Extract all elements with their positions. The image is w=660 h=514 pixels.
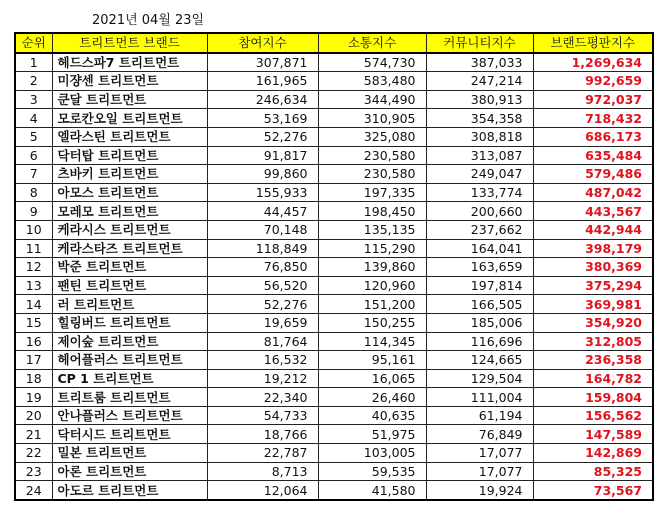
rank-cell: 4 [15, 109, 52, 128]
reputation-cell: 159,804 [533, 388, 653, 407]
participation-cell: 70,148 [207, 220, 318, 239]
reputation-cell: 972,037 [533, 90, 653, 109]
brand-cell: 트리트룸 트리트먼트 [52, 388, 207, 407]
brand-cell: 모레모 트리트먼트 [52, 202, 207, 221]
rank-cell: 13 [15, 276, 52, 295]
header-reputation: 브랜드평판지수 [533, 33, 653, 53]
brand-reputation-table [14, 32, 654, 501]
rank-cell: 6 [15, 146, 52, 165]
participation-cell: 19,212 [207, 369, 318, 388]
participation-cell: 99,860 [207, 165, 318, 184]
table-row [15, 406, 653, 425]
brand-cell: 닥터탑 트리트먼트 [52, 146, 207, 165]
communication-cell: 41,580 [318, 481, 426, 500]
communication-cell: 574,730 [318, 53, 426, 72]
participation-cell: 8,713 [207, 462, 318, 481]
rank-cell: 10 [15, 220, 52, 239]
brand-cell: 미쟝센 트리트먼트 [52, 72, 207, 91]
community-cell: 17,077 [426, 462, 533, 481]
communication-cell: 103,005 [318, 444, 426, 463]
participation-cell: 16,532 [207, 351, 318, 370]
rank-cell: 1 [15, 53, 52, 72]
community-cell: 197,814 [426, 276, 533, 295]
participation-cell: 53,169 [207, 109, 318, 128]
community-cell: 116,696 [426, 332, 533, 351]
reputation-cell: 1,269,634 [533, 53, 653, 72]
rank-cell: 5 [15, 127, 52, 146]
rank-cell: 16 [15, 332, 52, 351]
table-row [15, 462, 653, 481]
reputation-cell: 992,659 [533, 72, 653, 91]
reputation-cell: 635,484 [533, 146, 653, 165]
community-cell: 237,662 [426, 220, 533, 239]
brand-cell: 밀본 트리트먼트 [52, 444, 207, 463]
reputation-cell: 443,567 [533, 202, 653, 221]
brand-cell: 아모스 트리트먼트 [52, 183, 207, 202]
participation-cell: 246,634 [207, 90, 318, 109]
community-cell: 354,358 [426, 109, 533, 128]
participation-cell: 81,764 [207, 332, 318, 351]
table-row [15, 351, 653, 370]
brand-cell: 츠바키 트리트먼트 [52, 165, 207, 184]
community-cell: 380,913 [426, 90, 533, 109]
rank-cell: 18 [15, 369, 52, 388]
participation-cell: 56,520 [207, 276, 318, 295]
participation-cell: 76,850 [207, 258, 318, 277]
header-brand: 트리트먼트 브랜드 [52, 33, 207, 53]
participation-cell: 22,787 [207, 444, 318, 463]
reputation-cell: 85,325 [533, 462, 653, 481]
participation-cell: 307,871 [207, 53, 318, 72]
reputation-cell: 73,567 [533, 481, 653, 500]
community-cell: 247,214 [426, 72, 533, 91]
reputation-cell: 354,920 [533, 313, 653, 332]
brand-cell: 엘라스틴 트리트먼트 [52, 127, 207, 146]
brand-cell: 닥터시드 트리트먼트 [52, 425, 207, 444]
brand-cell: 아도르 트리트먼트 [52, 481, 207, 500]
communication-cell: 16,065 [318, 369, 426, 388]
communication-cell: 135,135 [318, 220, 426, 239]
table-row [15, 369, 653, 388]
participation-cell: 52,276 [207, 127, 318, 146]
table-row [15, 295, 653, 314]
table-row [15, 220, 653, 239]
communication-cell: 59,535 [318, 462, 426, 481]
participation-cell: 161,965 [207, 72, 318, 91]
participation-cell: 91,817 [207, 146, 318, 165]
participation-cell: 118,849 [207, 239, 318, 258]
participation-cell: 18,766 [207, 425, 318, 444]
reputation-cell: 442,944 [533, 220, 653, 239]
brand-cell: 제이숲 트리트먼트 [52, 332, 207, 351]
rank-cell: 19 [15, 388, 52, 407]
communication-cell: 114,345 [318, 332, 426, 351]
reputation-cell: 487,042 [533, 183, 653, 202]
reputation-cell: 147,589 [533, 425, 653, 444]
communication-cell: 197,335 [318, 183, 426, 202]
reputation-cell: 236,358 [533, 351, 653, 370]
brand-cell: 케라스타즈 트리트먼트 [52, 239, 207, 258]
communication-cell: 230,580 [318, 146, 426, 165]
table-row [15, 165, 653, 184]
table-row [15, 109, 653, 128]
table-row [15, 127, 653, 146]
community-cell: 308,818 [426, 127, 533, 146]
table-row [15, 332, 653, 351]
table-row [15, 53, 653, 72]
table-header-row [15, 33, 653, 53]
brand-cell: 헤드스파7 트리트먼트 [52, 53, 207, 72]
communication-cell: 95,161 [318, 351, 426, 370]
rank-cell: 20 [15, 406, 52, 425]
table-row [15, 444, 653, 463]
rank-cell: 2 [15, 72, 52, 91]
rank-cell: 17 [15, 351, 52, 370]
community-cell: 61,194 [426, 406, 533, 425]
table-row [15, 72, 653, 91]
brand-cell: 모로칸오일 트리트먼트 [52, 109, 207, 128]
table-row [15, 202, 653, 221]
reputation-cell: 686,173 [533, 127, 653, 146]
header-community: 커뮤니티지수 [426, 33, 533, 53]
table-row [15, 276, 653, 295]
reputation-cell: 312,805 [533, 332, 653, 351]
reputation-cell: 718,432 [533, 109, 653, 128]
rank-cell: 8 [15, 183, 52, 202]
communication-cell: 120,960 [318, 276, 426, 295]
table-row [15, 258, 653, 277]
community-cell: 76,849 [426, 425, 533, 444]
brand-cell: 힐링버드 트리트먼트 [52, 313, 207, 332]
community-cell: 313,087 [426, 146, 533, 165]
brand-cell: 팬틴 트리트먼트 [52, 276, 207, 295]
community-cell: 19,924 [426, 481, 533, 500]
rank-cell: 12 [15, 258, 52, 277]
brand-cell: 박준 트리트먼트 [52, 258, 207, 277]
community-cell: 387,033 [426, 53, 533, 72]
communication-cell: 40,635 [318, 406, 426, 425]
participation-cell: 52,276 [207, 295, 318, 314]
community-cell: 133,774 [426, 183, 533, 202]
communication-cell: 139,860 [318, 258, 426, 277]
reputation-cell: 380,369 [533, 258, 653, 277]
rank-cell: 9 [15, 202, 52, 221]
header-communication: 소통지수 [318, 33, 426, 53]
community-cell: 249,047 [426, 165, 533, 184]
communication-cell: 26,460 [318, 388, 426, 407]
brand-cell: 쿤달 트리트먼트 [52, 90, 207, 109]
community-cell: 185,006 [426, 313, 533, 332]
community-cell: 129,504 [426, 369, 533, 388]
brand-cell: 안나플러스 트리트먼트 [52, 406, 207, 425]
reputation-cell: 156,562 [533, 406, 653, 425]
community-cell: 166,505 [426, 295, 533, 314]
community-cell: 164,041 [426, 239, 533, 258]
communication-cell: 583,480 [318, 72, 426, 91]
reputation-cell: 398,179 [533, 239, 653, 258]
participation-cell: 44,457 [207, 202, 318, 221]
header-participation: 참여지수 [207, 33, 318, 53]
communication-cell: 198,450 [318, 202, 426, 221]
communication-cell: 310,905 [318, 109, 426, 128]
rank-cell: 21 [15, 425, 52, 444]
communication-cell: 115,290 [318, 239, 426, 258]
table-row [15, 388, 653, 407]
community-cell: 17,077 [426, 444, 533, 463]
community-cell: 200,660 [426, 202, 533, 221]
brand-cell: 아론 트리트먼트 [52, 462, 207, 481]
participation-cell: 22,340 [207, 388, 318, 407]
community-cell: 163,659 [426, 258, 533, 277]
brand-cell: 헤어플러스 트리트먼트 [52, 351, 207, 370]
rank-cell: 24 [15, 481, 52, 500]
table-row [15, 481, 653, 500]
rank-cell: 7 [15, 165, 52, 184]
report-date: 2021년 04월 23일 [92, 13, 205, 28]
rank-cell: 3 [15, 90, 52, 109]
community-cell: 124,665 [426, 351, 533, 370]
communication-cell: 230,580 [318, 165, 426, 184]
table-row [15, 183, 653, 202]
table-row [15, 146, 653, 165]
table-row [15, 239, 653, 258]
rank-cell: 23 [15, 462, 52, 481]
communication-cell: 325,080 [318, 127, 426, 146]
table-row [15, 313, 653, 332]
participation-cell: 12,064 [207, 481, 318, 500]
brand-cell: 러 트리트먼트 [52, 295, 207, 314]
rank-cell: 15 [15, 313, 52, 332]
participation-cell: 19,659 [207, 313, 318, 332]
participation-cell: 155,933 [207, 183, 318, 202]
communication-cell: 51,975 [318, 425, 426, 444]
reputation-cell: 164,782 [533, 369, 653, 388]
communication-cell: 151,200 [318, 295, 426, 314]
participation-cell: 54,733 [207, 406, 318, 425]
rank-cell: 14 [15, 295, 52, 314]
rank-cell: 11 [15, 239, 52, 258]
community-cell: 111,004 [426, 388, 533, 407]
communication-cell: 150,255 [318, 313, 426, 332]
table-row [15, 90, 653, 109]
reputation-cell: 375,294 [533, 276, 653, 295]
rank-cell: 22 [15, 444, 52, 463]
header-rank: 순위 [15, 33, 52, 53]
table-row [15, 425, 653, 444]
reputation-cell: 579,486 [533, 165, 653, 184]
communication-cell: 344,490 [318, 90, 426, 109]
reputation-cell: 142,869 [533, 444, 653, 463]
brand-cell: CP 1 트리트먼트 [52, 369, 207, 388]
brand-cell: 케라시스 트리트먼트 [52, 220, 207, 239]
reputation-cell: 369,981 [533, 295, 653, 314]
